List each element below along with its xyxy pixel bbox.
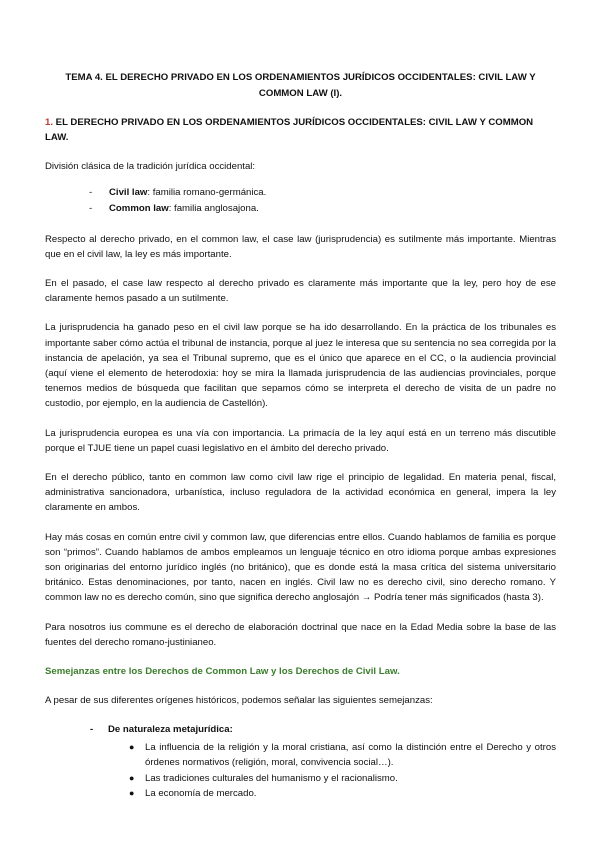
metajuridica-label: De naturaleza metajurídica: (108, 724, 233, 736)
metajuridica-heading (45, 722, 556, 738)
list-item (45, 786, 556, 802)
list-item (45, 771, 556, 787)
list-item (45, 740, 556, 771)
list-item-text: La economía de mercado. (145, 788, 257, 800)
list-item-text: La influencia de la religión y la moral cristiana, así como la distinción entre el Derecho y otros órdenes normativos (religión, moral, convivencia social…). (145, 741, 556, 769)
list-item-civil-law (45, 185, 556, 202)
section-heading-text: EL DERECHO PRIVADO EN LOS ORDENAMIENTOS JURÍDICOS OCCIDENTALES: CIVIL LAW Y COMMON LAW. (45, 117, 534, 144)
list-item-common-law (45, 201, 556, 218)
term-common-law: Common law (109, 203, 169, 215)
paragraph-3: La jurisprudencia ha ganado peso en el civil law porque se ha ido desarrollando. En la práctica de los tribunales es importante saber cómo actúa el tribunal de instancia, porque al juez le interesa que su sentencia no sea corregida por la instancia de apelación, ya sea el Tribunal supremo, que es el único que aparece en el CC, o la audiencia provincial (aquí viene el elemento de heterodoxia: hoy se mira la llamada jurisprudencia de las audiencias provinciales, porque tenemos medios de búsqueda que facilitan que sepamos cómo se interpreta el derecho de visita de un padre no custodio, por ejemplo, en la audiencia de Castellón). (45, 322, 556, 410)
similarities-intro: A pesar de sus diferentes orígenes históricos, podemos señalar las siguientes semejanzas: (45, 695, 433, 707)
similarities-subheading: Semejanzas entre los Derechos de Common Law y los Derechos de Civil Law. (45, 666, 400, 678)
paragraph-6: Hay más cosas en común entre civil y common law, que diferencias entre ellos. Cuando hablamos de familia es porque son “primos”. Cuando hablamos de ambos empleamos un lenguaje técnico en otro idioma porque ambas expresiones son originarias del entorno jurídico inglés (no británico), que es donde está la masa crítica del sistema universitario británico. Estas denominaciones, por tanto, nacen en inglés. Civil law no es derecho civil, sino derecho romano. Y common law no es derecho común, sino que significa derecho anglosajón → Podría tener más significados (hasta 3). (45, 531, 556, 604)
dash-marker: - (89, 203, 93, 215)
intro-paragraph: División clásica de la tradición jurídica occidental: (45, 161, 256, 173)
metajuridica-list (45, 740, 556, 802)
list-item-text: Las tradiciones culturales del humanismo y el racionalismo. (145, 772, 398, 784)
term-description: : familia anglosajona. (168, 203, 259, 215)
section-heading (45, 115, 556, 145)
paragraph-7: Para nosotros ius commune es el derecho de elaboración doctrinal que nace en la Edad Media sobre la base de las fuentes del derecho romano-justinianeo. (45, 621, 556, 648)
paragraph-1: Respecto al derecho privado, en el common law, el case law (jurisprudencia) es sutilmente más importante. Mientras que en el civil law, la ley es más importante. (45, 233, 556, 260)
document-title: TEMA 4. EL DERECHO PRIVADO EN LOS ORDENAMIENTOS JURÍDICOS OCCIDENTALES: CIVIL LAW Y COMMON LAW (I). (65, 72, 536, 99)
paragraph-2: En el pasado, el case law respecto al derecho privado es claramente más importante que la ley, pero hoy de ese claramente hemos pasado a un sutilmente. (45, 278, 556, 305)
paragraph-4: La jurisprudencia europea es una vía con importancia. La primacía de la ley aquí está en un terreno más discutible porque el TJUE tiene un papel cuasi legislativo en el ámbito del derecho privado. (45, 427, 556, 454)
section-number: 1. (45, 117, 54, 128)
families-list (45, 185, 556, 218)
dash-marker: - (89, 186, 93, 198)
term-civil-law: Civil law (109, 186, 148, 198)
bullet-icon: ● (129, 788, 135, 799)
bullet-icon: ● (129, 772, 135, 783)
bullet-icon: ● (129, 741, 135, 752)
dash-marker: - (90, 724, 94, 736)
term-description: : familia romano-germánica. (147, 186, 267, 198)
paragraph-5: En el derecho público, tanto en common law como civil law rige el principio de legalidad. En materia penal, fiscal, administrativa sancionadora, urbanística, incluso reguladora de la actividad económica en general, impera la ley claramente en ambos. (45, 472, 556, 514)
